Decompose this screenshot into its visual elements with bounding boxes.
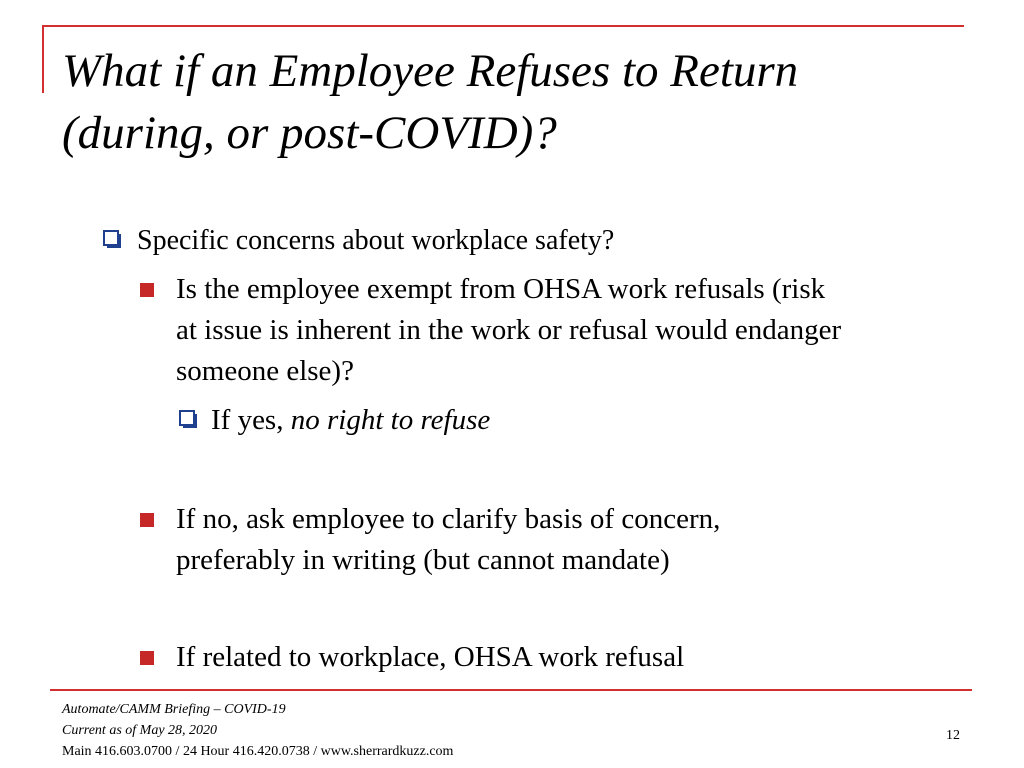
footer-contact: Main 416.603.0700 / 24 Hour 416.420.0738 / www.sherrardkuzz.com xyxy=(62,744,454,759)
bullet-if-related: If related to workplace, OHSA work refusal xyxy=(176,641,685,673)
square-bullet-icon xyxy=(140,283,154,297)
bullet-specific-concerns: Specific concerns about workplace safety? xyxy=(137,225,615,256)
checkbox-bullet-icon xyxy=(179,410,195,426)
sub-bullet-if-yes-prefix: If yes, xyxy=(211,404,291,436)
square-bullet-icon xyxy=(140,513,154,527)
footer-rule xyxy=(50,689,972,691)
bullet-exempt-line-3: someone else)? xyxy=(176,355,354,387)
title-top-rule xyxy=(43,25,964,27)
footer-date: Current as of May 28, 2020 xyxy=(62,723,218,738)
title-left-rule xyxy=(42,25,44,93)
bullet-if-no-line-2: preferably in writing (but cannot mandate) xyxy=(176,544,670,576)
bullet-exempt-line-1: Is the employee exempt from OHSA work refusals (risk xyxy=(176,273,826,305)
checkbox-bullet-icon xyxy=(103,230,119,246)
bullet-if-no-line-1: If no, ask employee to clarify basis of concern, xyxy=(176,503,721,535)
square-bullet-icon xyxy=(140,651,154,665)
sub-bullet-if-yes-italic: no right to refuse xyxy=(290,404,491,436)
sub-bullet-if-yes xyxy=(211,400,490,441)
title-line-2: (during, or post-COVID)? xyxy=(62,107,557,159)
page-number: 12 xyxy=(946,728,960,743)
footer-briefing: Automate/CAMM Briefing – COVID-19 xyxy=(62,702,286,717)
bullet-exempt-line-2: at issue is inherent in the work or refusal would endanger xyxy=(176,314,842,346)
slide-title xyxy=(62,40,962,164)
title-line-1: What if an Employee Refuses to Return xyxy=(62,45,799,97)
